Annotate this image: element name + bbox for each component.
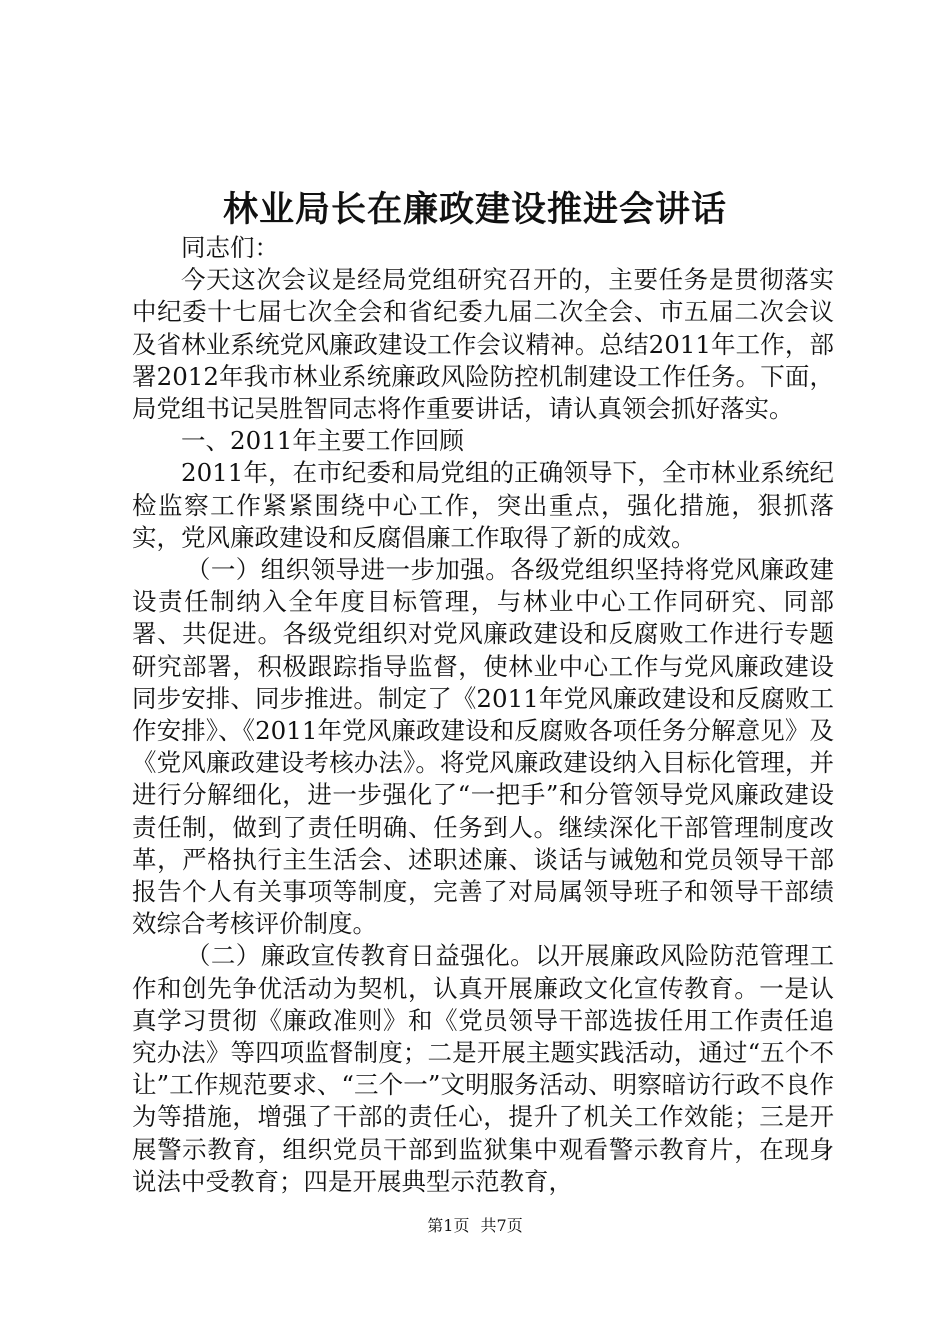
document-title: 林业局长在廉政建设推进会讲话 <box>222 189 727 230</box>
page-total: 共7页 <box>480 1216 523 1235</box>
salutation-paragraph: 同志们： <box>181 233 279 262</box>
page-footer <box>0 1215 950 1237</box>
document-body <box>132 232 834 1198</box>
subsection-1-paragraph: （一）组织领导进一步加强。各级党组织坚持将党风廉政建设责任制纳入全年度目标管理，与林业中心工作同研究、同部署、共促进。各级党组织对党风廉政建设和反腐败工作进行专题研究部署，积极跟踪指导监督，使林业中心工作与党风廉政建设同步安排、同步推进。制定了《2011年党风廉政建设和反腐败工作安排》、《2011年党风廉政建设和反腐败各项任务分解意见》及《党风廉政建设考核办法》。将党风廉政建设纳入目标化管理，并进行分解细化，进一步强化了“一把手”和分管领导党风廉政建设责任制，做到了责任明确、任务到人。继续深化干部管理制度改革，严格执行主生活会、述职述廉、谈话与诫勉和党员领导干部报告个人有关事项等制度，完善了对局属领导班子和领导干部绩效综合考核评价制度。 <box>132 555 834 939</box>
intro-paragraph: 今天这次会议是经局党组研究召开的，主要任务是贯彻落实中纪委十七届七次全会和省纪委九届二次全会、市五届二次会议及省林业系统党风廉政建设工作会议精神。总结2011年工作，部署2012年我市林业系统廉政风险防控机制建设工作任务。下面，局党组书记吴胜智同志将作重要讲话，请认真领会抓好落实。 <box>132 265 834 424</box>
subsection-2-paragraph: （二）廉政宣传教育日益强化。以开展廉政风险防范管理工作和创先争优活动为契机，认真开展廉政文化宣传教育。一是认真学习贯彻《廉政准则》和《党员领导干部选拔任用工作责任追究办法》等四项监督制度；二是开展主题实践活动，通过“五个不让”工作规范要求、“三个一”文明服务活动、明察暗访行政不良作为等措施，增强了干部的责任心，提升了机关工作效能；三是开展警示教育，组织党员干部到监狱集中观看警示教育片，在现身说法中受教育；四是开展典型示范教育， <box>132 941 834 1196</box>
section-heading: 一、2011年主要工作回顾 <box>181 426 464 456</box>
page-number: 第1页 <box>427 1216 470 1235</box>
summary-paragraph: 2011年，在市纪委和局党组的正确领导下，全市林业系统纪检监察工作紧紧围绕中心工作，突出重点，强化措施，狠抓落实，党风廉政建设和反腐倡廉工作取得了新的成效。 <box>132 458 834 552</box>
